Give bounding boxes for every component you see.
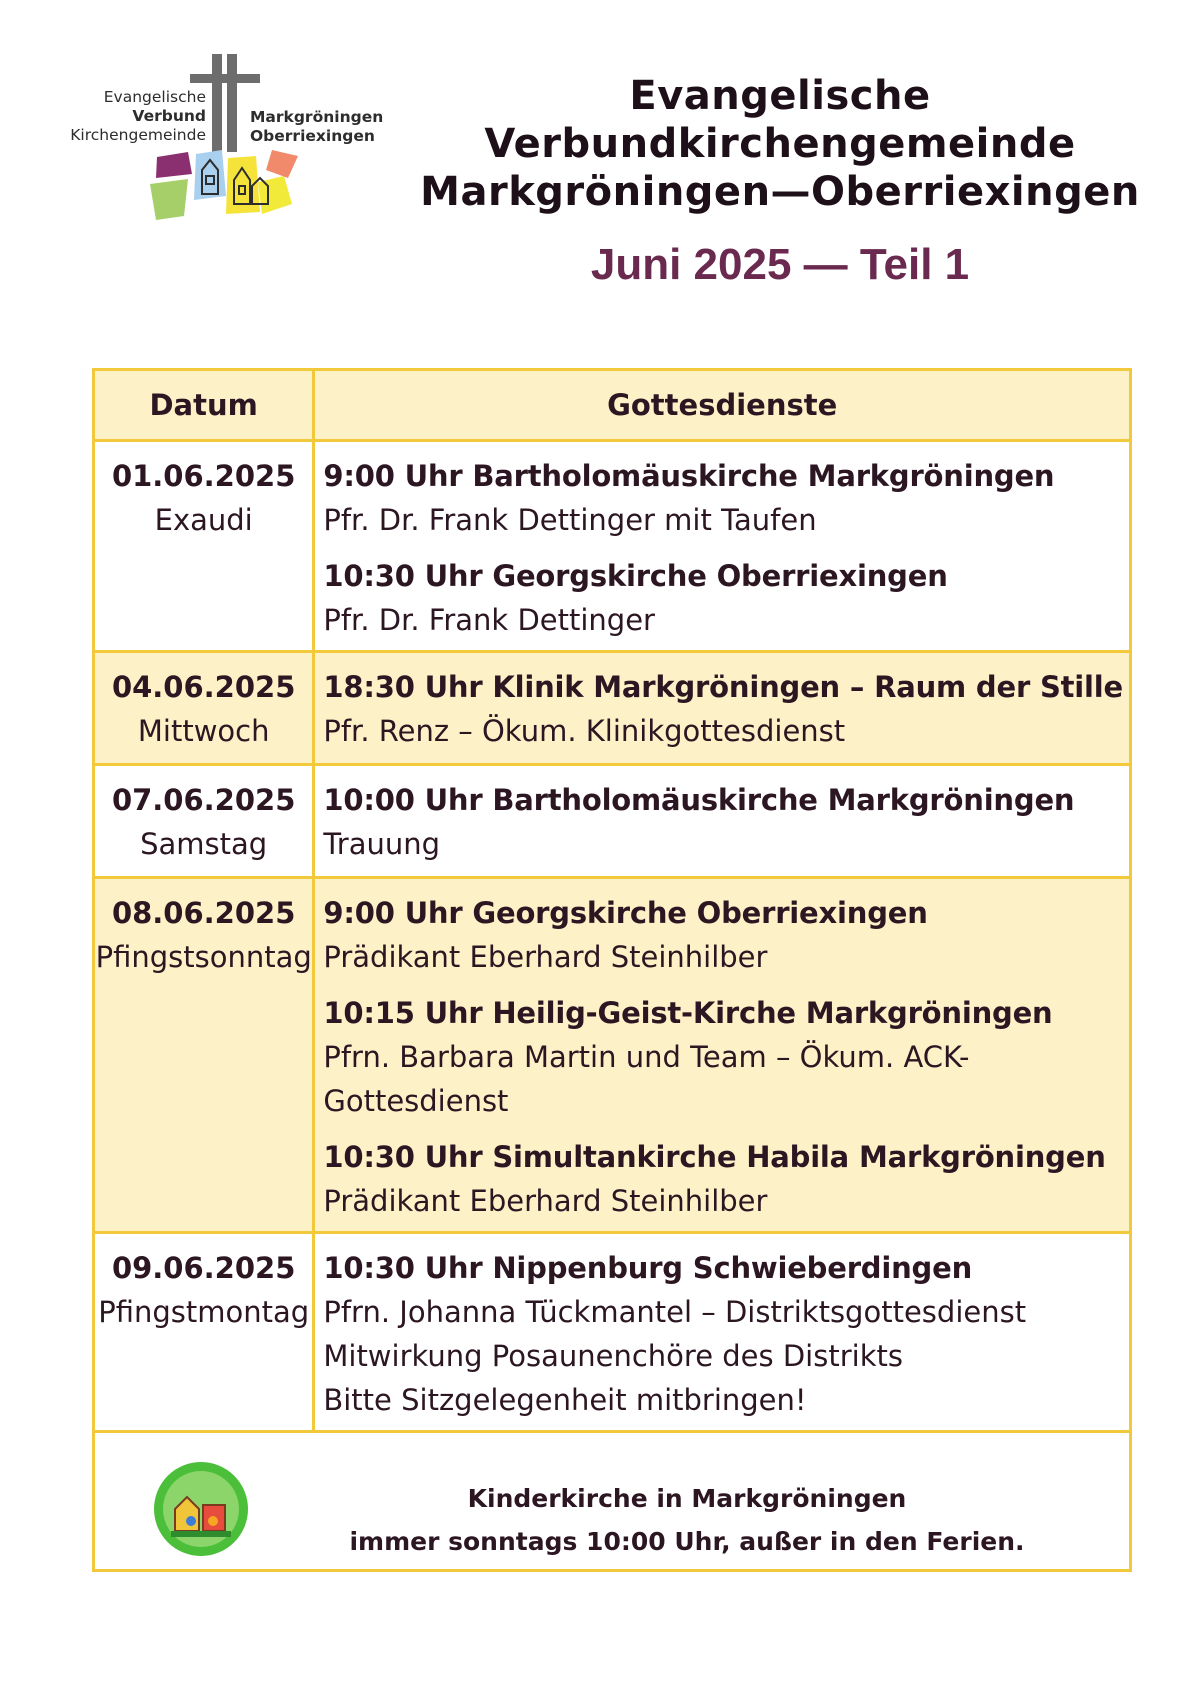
service-title: 10:00 Uhr Bartholomäuskirche Markgröningen xyxy=(323,783,1075,817)
service-entry xyxy=(323,991,1123,1123)
logo-text-left xyxy=(70,88,206,145)
service-date: 07.06.2025 xyxy=(111,783,296,817)
service-detail: Pfr. Renz – Ökum. Klinikgottesdienst xyxy=(323,714,846,748)
date-cell xyxy=(94,765,314,878)
table-row xyxy=(94,765,1131,878)
service-title: 9:00 Uhr Georgskirche Oberriexingen xyxy=(323,896,928,930)
title-line: Markgröningen—Oberriexingen xyxy=(420,169,1140,215)
service-title: 18:30 Uhr Klinik Markgröningen – Raum der Stille xyxy=(323,670,1123,704)
service-entry xyxy=(323,1135,1123,1223)
logo-line: Verbund xyxy=(132,107,206,125)
service-date: 01.06.2025 xyxy=(111,459,296,493)
date-cell xyxy=(94,878,314,1233)
service-detail: Prädikant Eberhard Steinhilber xyxy=(323,1184,768,1218)
column-header-services: Gottesdienste xyxy=(314,370,1131,441)
service-day: Pfingstmontag xyxy=(98,1295,310,1329)
column-header-date: Datum xyxy=(94,370,314,441)
services-cell xyxy=(314,878,1131,1233)
title-line: Verbundkirchengemeinde xyxy=(484,121,1076,167)
services-cell xyxy=(314,765,1131,878)
service-detail: Pfrn. Johanna Tückmantel – Distriktsgottesdienst xyxy=(323,1295,1027,1329)
service-day: Pfingstsonntag xyxy=(95,940,312,974)
service-schedule-table xyxy=(92,368,1132,1572)
table-header-row xyxy=(94,370,1131,441)
service-entry xyxy=(323,891,1123,979)
service-detail: Bitte Sitzgelegenheit mitbringen! xyxy=(323,1383,807,1417)
service-entry xyxy=(323,554,1123,642)
kinderkirche-row xyxy=(94,1432,1131,1571)
service-date: 08.06.2025 xyxy=(111,896,296,930)
kinderkirche-schedule: immer sonntags 10:00 Uhr, außer in den Ferien. xyxy=(349,1527,1025,1556)
service-detail: Gottesdienst xyxy=(323,1084,509,1118)
service-day: Mittwoch xyxy=(137,714,270,748)
page-subtitle: Juni 2025 — Teil 1 xyxy=(590,240,970,289)
page-title xyxy=(420,72,1140,216)
logo-line: Markgröningen xyxy=(250,108,384,126)
service-entry xyxy=(323,778,1123,866)
services-cell xyxy=(314,441,1131,652)
logo-line: Kirchengemeinde xyxy=(70,126,206,144)
logo-line: Oberriexingen xyxy=(250,127,375,145)
service-date: 04.06.2025 xyxy=(111,670,296,704)
service-detail: Pfrn. Barbara Martin und Team – Ökum. ACK- xyxy=(323,1040,970,1074)
kinderkirche-info xyxy=(245,1477,1129,1563)
logo-text-right xyxy=(250,108,383,146)
service-detail: Trauung xyxy=(323,827,441,861)
service-title: 10:30 Uhr Nippenburg Schwieberdingen xyxy=(323,1251,973,1285)
service-title: 10:30 Uhr Georgskirche Oberriexingen xyxy=(323,559,948,593)
table-row xyxy=(94,441,1131,652)
table-row xyxy=(94,652,1131,765)
service-day: Samstag xyxy=(140,827,268,861)
kinderkirche-logo-icon xyxy=(153,1461,249,1557)
date-cell xyxy=(94,441,314,652)
service-detail: Prädikant Eberhard Steinhilber xyxy=(323,940,768,974)
title-line: Evangelische xyxy=(629,73,931,119)
services-cell xyxy=(314,652,1131,765)
service-detail: Pfr. Dr. Frank Dettinger mit Taufen xyxy=(323,503,817,537)
service-day: Exaudi xyxy=(154,503,253,537)
kinderkirche-cell xyxy=(94,1432,1131,1571)
church-logo xyxy=(60,54,384,234)
service-title: 10:15 Uhr Heilig-Geist-Kirche Markgröningen xyxy=(323,996,1053,1030)
service-title: 10:30 Uhr Simultankirche Habila Markgröningen xyxy=(323,1140,1106,1174)
table-row xyxy=(94,878,1131,1233)
table-row xyxy=(94,1233,1131,1432)
services-cell xyxy=(314,1233,1131,1432)
service-entry xyxy=(323,454,1123,542)
service-entry xyxy=(323,1246,1123,1422)
service-title: 9:00 Uhr Bartholomäuskirche Markgröningen xyxy=(323,459,1055,493)
service-detail: Pfr. Dr. Frank Dettinger xyxy=(323,603,655,637)
service-entry xyxy=(323,665,1123,753)
date-cell xyxy=(94,1233,314,1432)
date-cell xyxy=(94,652,314,765)
service-date: 09.06.2025 xyxy=(111,1251,296,1285)
kinderkirche-title: Kinderkirche in Markgröningen xyxy=(467,1484,907,1513)
logo-line: Evangelische xyxy=(103,88,206,106)
service-detail: Mitwirkung Posaunenchöre des Distrikts xyxy=(323,1339,903,1373)
